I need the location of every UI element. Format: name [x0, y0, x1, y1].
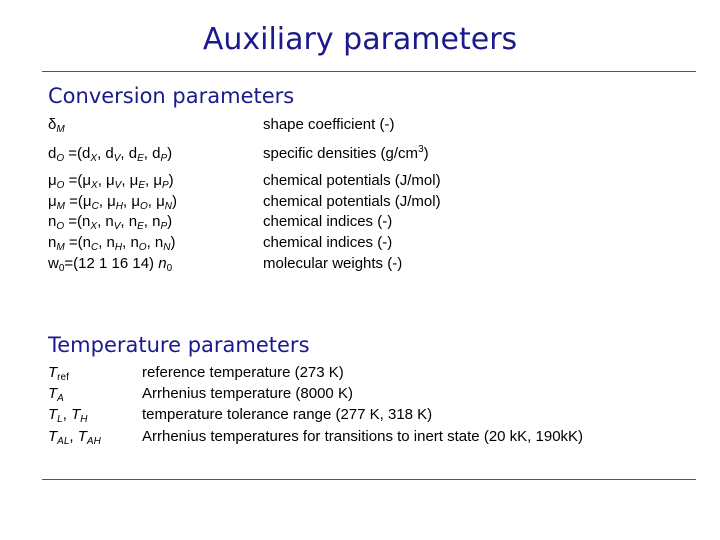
- top-divider: [42, 71, 696, 72]
- desc-specific-densities: specific densities $(g/cm^3)$: [263, 144, 429, 162]
- symbol-w-o: $w_0=(12$ 1 16 14) $n_0$: [48, 255, 173, 274]
- symbol-mu-m: $\mu_M =(\mu_C$, $\mu_H$, $\mu_O$, $\mu_N$): [48, 193, 178, 212]
- symbol-n-o: $n_O =(n_X$, $n_V$, $n_E$, $n_P$): [48, 213, 173, 232]
- desc-molecular-weights: molecular weights (-): [263, 255, 403, 272]
- slide-title: Auxiliary parameters: [202, 22, 518, 57]
- bottom-divider: [42, 479, 696, 480]
- desc-arrhenius-temperature: Arrhenius temperature (8000 K): [142, 385, 353, 402]
- desc-tolerance-range: temperature tolerance range (277 K, 318 K): [142, 406, 433, 423]
- desc-chemical-potentials-o: chemical potentials (J/mol): [263, 172, 441, 189]
- conversion-heading: Conversion parameters: [48, 84, 295, 108]
- desc-reference-temperature: reference temperature (273 K): [142, 364, 344, 381]
- symbol-mu-o: $\mu_O =(\mu_X$, $\mu_V$, $\mu_E$, $\mu_P$): [48, 172, 174, 191]
- temperature-heading: Temperature parameters: [48, 333, 310, 357]
- desc-shape-coefficient: shape coefficient (-): [263, 116, 395, 133]
- symbol-t-al-ah: $T_{AL}$, $T_{AH}$: [48, 428, 101, 447]
- symbol-t-a: $T_A$: [48, 385, 64, 404]
- desc-arrhenius-inert: Arrhenius temperatures for transitions to inert state (20 kK, 190kK): [142, 428, 584, 445]
- symbol-delta-m: $\delta_M$: [48, 116, 65, 135]
- desc-chemical-indices-m: chemical indices (-): [263, 234, 393, 251]
- symbol-d-o: $d_O =(d_X$, $d_V$, $d_E$, $d_P$): [48, 145, 173, 164]
- desc-chemical-potentials-m: chemical potentials (J/mol): [263, 193, 441, 210]
- symbol-n-m: $n_M =(n_C$, $n_H$, $n_O$, $n_N$): [48, 234, 176, 253]
- symbol-t-l-h: $T_L$, $T_H$: [48, 406, 88, 425]
- desc-chemical-indices-o: chemical indices (-): [263, 213, 393, 230]
- symbol-t-ref: $T_{ref}$: [48, 364, 69, 383]
